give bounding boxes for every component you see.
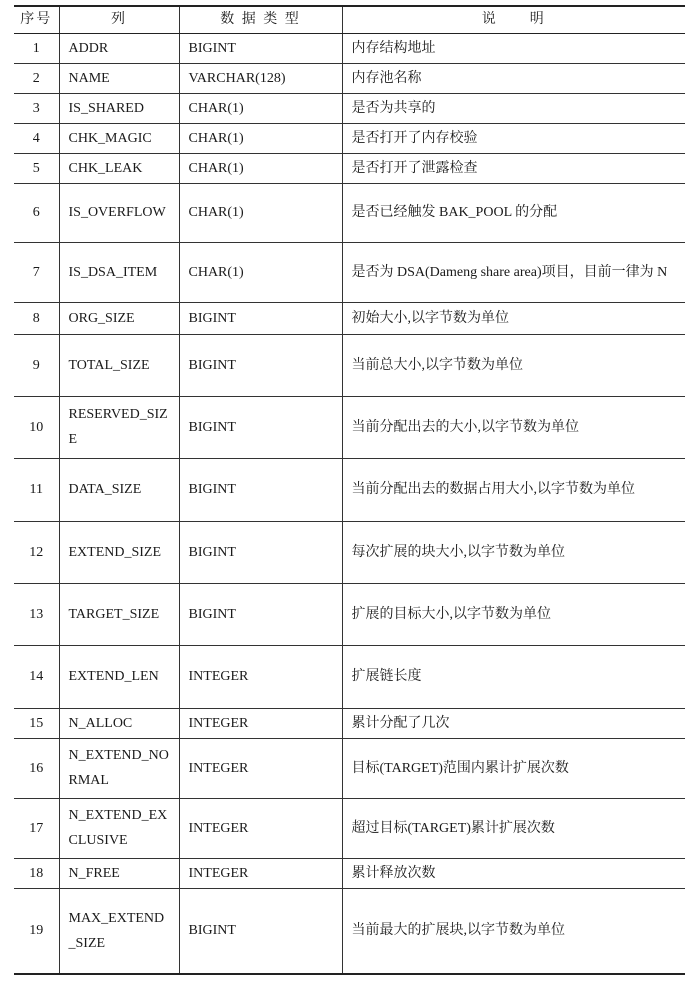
row-data-type: BIGINT: [179, 888, 342, 974]
row-data-type: BIGINT: [179, 33, 342, 63]
table-row: [14, 153, 685, 183]
column-definition-table: [14, 5, 685, 975]
row-column-name: N_EXTEND_NORMAL: [59, 738, 179, 798]
row-seq: 12: [14, 521, 59, 583]
row-seq: 2: [14, 63, 59, 93]
row-seq: 16: [14, 738, 59, 798]
table-row: [14, 302, 685, 334]
row-seq: 3: [14, 93, 59, 123]
row-description: 当前分配出去的数据占用大小,以字节数为单位: [342, 458, 685, 521]
table-row: [14, 888, 685, 974]
row-description: 是否为 DSA(Dameng share area)项目，目前一律为 N: [342, 242, 685, 302]
table-row: [14, 93, 685, 123]
table-row: [14, 738, 685, 798]
row-data-type: BIGINT: [179, 458, 342, 521]
table-row: [14, 63, 685, 93]
row-column-name: MAX_EXTEND_SIZE: [59, 888, 179, 974]
header-column: 列: [59, 6, 179, 33]
row-description: 累计释放次数: [342, 858, 685, 888]
row-column-name: IS_OVERFLOW: [59, 183, 179, 242]
row-data-type: VARCHAR(128): [179, 63, 342, 93]
table-row: [14, 123, 685, 153]
row-seq: 6: [14, 183, 59, 242]
row-data-type: BIGINT: [179, 334, 342, 396]
table-row: [14, 334, 685, 396]
row-column-name: NAME: [59, 63, 179, 93]
row-description: 是否打开了泄露检查: [342, 153, 685, 183]
row-column-name: EXTEND_LEN: [59, 645, 179, 708]
row-description: 内存池名称: [342, 63, 685, 93]
row-data-type: CHAR(1): [179, 123, 342, 153]
header-seq: 序号: [14, 6, 59, 33]
table-row: [14, 858, 685, 888]
table-body: [14, 33, 685, 974]
row-data-type: INTEGER: [179, 858, 342, 888]
row-data-type: BIGINT: [179, 583, 342, 645]
row-column-name: IS_SHARED: [59, 93, 179, 123]
row-description: 当前最大的扩展块,以字节数为单位: [342, 888, 685, 974]
row-description: 超过目标(TARGET)累计扩展次数: [342, 798, 685, 858]
row-seq: 15: [14, 708, 59, 738]
row-column-name: N_ALLOC: [59, 708, 179, 738]
row-description: 当前总大小,以字节数为单位: [342, 334, 685, 396]
row-data-type: CHAR(1): [179, 93, 342, 123]
table-row: [14, 458, 685, 521]
table-row: [14, 242, 685, 302]
row-data-type: CHAR(1): [179, 242, 342, 302]
row-description: 扩展的目标大小,以字节数为单位: [342, 583, 685, 645]
row-seq: 18: [14, 858, 59, 888]
row-column-name: DATA_SIZE: [59, 458, 179, 521]
row-seq: 8: [14, 302, 59, 334]
row-data-type: CHAR(1): [179, 183, 342, 242]
table-row: [14, 645, 685, 708]
table-row: [14, 396, 685, 458]
row-seq: 14: [14, 645, 59, 708]
table-row: [14, 583, 685, 645]
row-column-name: ADDR: [59, 33, 179, 63]
row-data-type: BIGINT: [179, 396, 342, 458]
row-seq: 4: [14, 123, 59, 153]
row-data-type: BIGINT: [179, 302, 342, 334]
table-row: [14, 521, 685, 583]
table-header: [14, 6, 685, 33]
row-description: 内存结构地址: [342, 33, 685, 63]
row-column-name: N_FREE: [59, 858, 179, 888]
row-column-name: EXTEND_SIZE: [59, 521, 179, 583]
row-description: 是否已经触发 BAK_POOL 的分配: [342, 183, 685, 242]
row-data-type: BIGINT: [179, 521, 342, 583]
row-data-type: INTEGER: [179, 798, 342, 858]
table-row: [14, 183, 685, 242]
row-description: 初始大小,以字节数为单位: [342, 302, 685, 334]
table-row: [14, 798, 685, 858]
row-column-name: ORG_SIZE: [59, 302, 179, 334]
row-description: 当前分配出去的大小,以字节数为单位: [342, 396, 685, 458]
row-data-type: INTEGER: [179, 738, 342, 798]
row-seq: 1: [14, 33, 59, 63]
row-column-name: N_EXTEND_EXCLUSIVE: [59, 798, 179, 858]
row-data-type: INTEGER: [179, 708, 342, 738]
row-seq: 9: [14, 334, 59, 396]
row-seq: 17: [14, 798, 59, 858]
row-column-name: TARGET_SIZE: [59, 583, 179, 645]
row-description: 目标(TARGET)范围内累计扩展次数: [342, 738, 685, 798]
row-data-type: CHAR(1): [179, 153, 342, 183]
row-seq: 5: [14, 153, 59, 183]
row-seq: 19: [14, 888, 59, 974]
row-description: 累计分配了几次: [342, 708, 685, 738]
row-column-name: CHK_MAGIC: [59, 123, 179, 153]
row-description: 扩展链长度: [342, 645, 685, 708]
row-description: 每次扩展的块大小,以字节数为单位: [342, 521, 685, 583]
row-column-name: CHK_LEAK: [59, 153, 179, 183]
row-description: 是否为共享的: [342, 93, 685, 123]
row-data-type: INTEGER: [179, 645, 342, 708]
row-seq: 11: [14, 458, 59, 521]
table-row: [14, 708, 685, 738]
row-column-name: IS_DSA_ITEM: [59, 242, 179, 302]
header-data-type: 数 据 类 型: [179, 6, 342, 33]
header-row: [14, 6, 685, 33]
row-description: 是否打开了内存校验: [342, 123, 685, 153]
row-column-name: TOTAL_SIZE: [59, 334, 179, 396]
row-seq: 10: [14, 396, 59, 458]
header-description: 说 明: [342, 6, 685, 33]
row-seq: 13: [14, 583, 59, 645]
row-seq: 7: [14, 242, 59, 302]
table-row: [14, 33, 685, 63]
row-column-name: RESERVED_SIZE: [59, 396, 179, 458]
